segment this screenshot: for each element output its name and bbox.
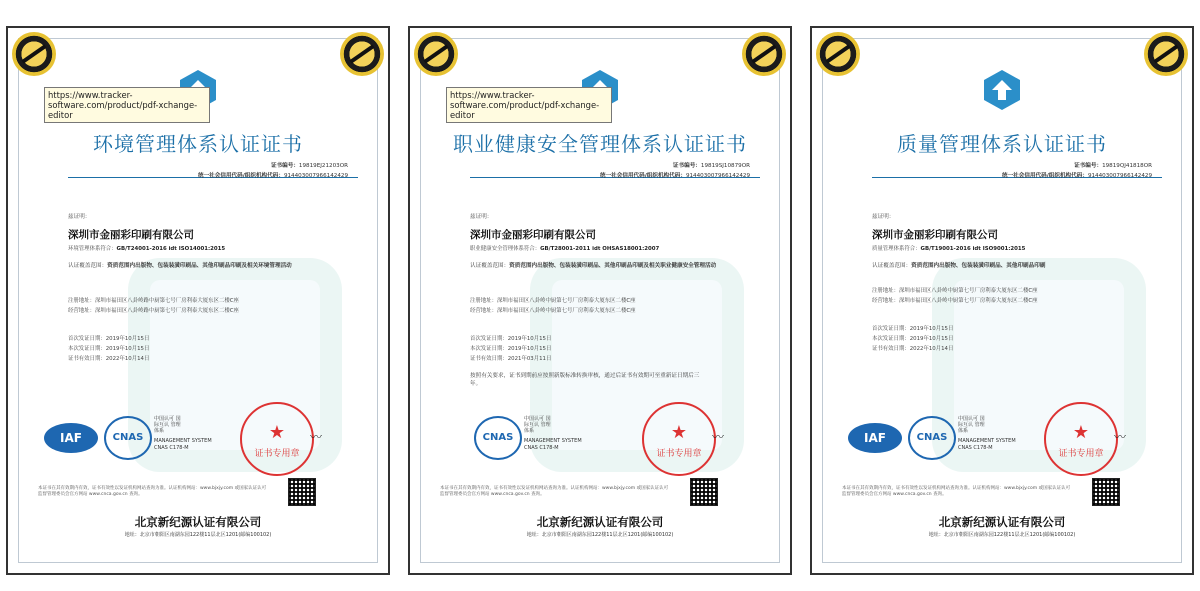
accreditation-cn: 中国认可 国际互认 管理体系 [154, 416, 181, 434]
this-issue-date: 本次发证日期：2019年10月15日 [68, 346, 150, 352]
first-issue-date: 首次发证日期：2019年10月15日 [470, 336, 552, 342]
management-system-label: MANAGEMENT SYSTEM [524, 438, 582, 444]
cnas-logo: CNAS [908, 416, 956, 460]
cnas-logo: CNAS [474, 416, 522, 460]
registered-address: 注册地址：深圳市福田区八卦岭路中厨第七号厂房利泰大厦东区二楼C座 [68, 298, 239, 304]
credit-code: 统一社会信用代码/组织机构代码：914403007966142429 [1001, 173, 1152, 179]
issuing-organization: 北京新纪源认证有限公司 [134, 515, 262, 529]
company-name: 深圳市金丽彩印刷有限公司 [470, 229, 596, 241]
star-icon: ★ [670, 422, 688, 443]
certificate-title: 环境管理体系认证证书 [93, 132, 303, 156]
no-entry-icon [340, 32, 384, 76]
official-seal: ★ 证书专用章 [1044, 402, 1118, 476]
certificate-title: 质量管理体系认证证书 [897, 132, 1107, 156]
no-entry-icon [742, 32, 786, 76]
footer-note: 本证书在其有效期内有效，证书有效性以发证机构网站查询为准。认证机构网站：www.bjxjy.com 或国家认证认可监督管理委员会官方网站 www.cnca.gov.cn 查询。 [38, 486, 267, 497]
standard-line: 职业健康安全管理体系符合：GB/T28001-2011 idt OHSAS18001:2007 [470, 246, 660, 252]
transition-note: 按照有关要求，证书到期前应按照新版标准转换审核，通过后证书有效期可至重新证日期后三年。 [470, 373, 700, 387]
signature-icon: 〰 [712, 430, 725, 444]
expiry-date: 证书有效日期：2021年03月11日 [470, 356, 552, 362]
operating-address: 经营地址：深圳市福田区八卦岭中厨第七号厂房利泰大厦东区二楼C座 [872, 298, 1038, 304]
management-system-label: MANAGEMENT SYSTEM [154, 438, 212, 444]
operating-address: 经营地址：深圳市福田区八卦岭中厨第七号厂房利泰大厦东区二楼C座 [470, 308, 636, 314]
registered-address: 注册地址：深圳市福田区八卦岭中厨第七号厂房利泰大厦东区二楼C座 [470, 298, 636, 304]
signature-icon: 〰 [310, 430, 323, 444]
official-seal: ★ 证书专用章 [240, 402, 314, 476]
registered-address: 注册地址：深圳市福田区八卦岭中厨第七号厂房利泰大厦东区二楼C座 [872, 288, 1038, 294]
cnas-code: CNAS C178-M [154, 445, 189, 451]
certificate-environment [6, 26, 390, 575]
operating-address: 经营地址：深圳市福田区八卦岭路中厨第七号厂房利泰大厦东区二楼C座 [68, 308, 239, 314]
qr-code-icon [1092, 478, 1120, 506]
standard-line: 质量管理体系符合：GB/T19001-2016 idt ISO9001:2015 [872, 246, 1026, 252]
iaf-logo: IAF [44, 423, 98, 453]
footer-note: 本证书在其有效期内有效，证书有效性以发证机构网站查询为准。认证机构网站：www.bjxjy.com 或国家认证认可监督管理委员会官方网站 www.cnca.gov.cn 查询。 [440, 486, 669, 497]
organization-address: 地址：北京市朝阳区南湖东园122楼11层北区1201(邮编100102) [928, 532, 1076, 538]
organization-address: 地址：北京市朝阳区南湖东园122楼11层北区1201(邮编100102) [124, 532, 272, 538]
scope-line: 认证覆盖范围：资质范围内出版物、包装装潢印刷品、其他印刷品印刷及相关环境管理活动 [68, 263, 292, 269]
official-seal: ★ 证书专用章 [642, 402, 716, 476]
first-issue-date: 首次发证日期：2019年10月15日 [68, 336, 150, 342]
cnas-code: CNAS C178-M [524, 445, 559, 451]
no-entry-icon [1144, 32, 1188, 76]
certificate-number: 证书编号：19819QJ41818OR [1074, 163, 1152, 169]
scope-line: 认证覆盖范围：资质范围内出版物、包装装潢印刷品、其他印刷品印刷及相关职业健康安全管理活动 [470, 263, 717, 269]
cnas-logo: CNAS [104, 416, 152, 460]
star-icon: ★ [268, 422, 286, 443]
this-issue-date: 本次发证日期：2019年10月15日 [470, 346, 552, 352]
url-tooltip: https://www.tracker-software.com/product/pdf-xchange-editor [44, 87, 210, 123]
issuing-organization: 北京新纪源认证有限公司 [536, 515, 664, 529]
company-name: 深圳市金丽彩印刷有限公司 [872, 229, 998, 241]
issuing-organization: 北京新纪源认证有限公司 [938, 515, 1066, 529]
expiry-date: 证书有效日期：2022年10月14日 [68, 356, 150, 362]
qr-code-icon [690, 478, 718, 506]
company-logo-icon [980, 68, 1024, 112]
this-issue-date: 本次发证日期：2019年10月15日 [872, 336, 954, 342]
footer-note: 本证书在其有效期内有效，证书有效性以发证机构网站查询为准。认证机构网站：www.bjxjy.com 或国家认证认可监督管理委员会官方网站 www.cnca.gov.cn 查询。 [842, 486, 1071, 497]
url-tooltip: https://www.tracker-software.com/product/pdf-xchange-editor [446, 87, 612, 123]
management-system-label: MANAGEMENT SYSTEM [958, 438, 1016, 444]
signature-icon: 〰 [1114, 430, 1127, 444]
certificate-number: 证书编号：19819SJ10879OR [672, 163, 750, 169]
no-entry-icon [414, 32, 458, 76]
certificate-occupational-health [408, 26, 792, 575]
scope-line: 认证覆盖范围：资质范围内出版物、包装装潢印刷品、其他印刷品印刷 [872, 263, 1046, 269]
no-entry-icon [12, 32, 56, 76]
holder-label: 兹证明： [68, 214, 91, 220]
company-name: 深圳市金丽彩印刷有限公司 [68, 229, 194, 241]
holder-label: 兹证明： [872, 214, 895, 220]
certificate-title: 职业健康安全管理体系认证证书 [453, 132, 747, 156]
expiry-date: 证书有效日期：2022年10月14日 [872, 346, 954, 352]
cnas-code: CNAS C178-M [958, 445, 993, 451]
star-icon: ★ [1072, 422, 1090, 443]
iaf-logo: IAF [848, 423, 902, 453]
qr-code-icon [288, 478, 316, 506]
holder-label: 兹证明： [470, 214, 493, 220]
standard-line: 环境管理体系符合：GB/T24001-2016 idt ISO14001:2015 [68, 246, 226, 252]
first-issue-date: 首次发证日期：2019年10月15日 [872, 326, 954, 332]
certificate-quality [810, 26, 1194, 575]
organization-address: 地址：北京市朝阳区南湖东园122楼11层北区1201(邮编100102) [526, 532, 674, 538]
credit-code: 统一社会信用代码/组织机构代码：914403007966142429 [599, 173, 750, 179]
accreditation-cn: 中国认可 国际互认 管理体系 [958, 416, 985, 434]
accreditation-cn: 中国认可 国际互认 管理体系 [524, 416, 551, 434]
credit-code: 统一社会信用代码/组织机构代码：914403007966142429 [197, 173, 348, 179]
no-entry-icon [816, 32, 860, 76]
certificate-number: 证书编号：19819EJ21203OR [270, 163, 348, 169]
